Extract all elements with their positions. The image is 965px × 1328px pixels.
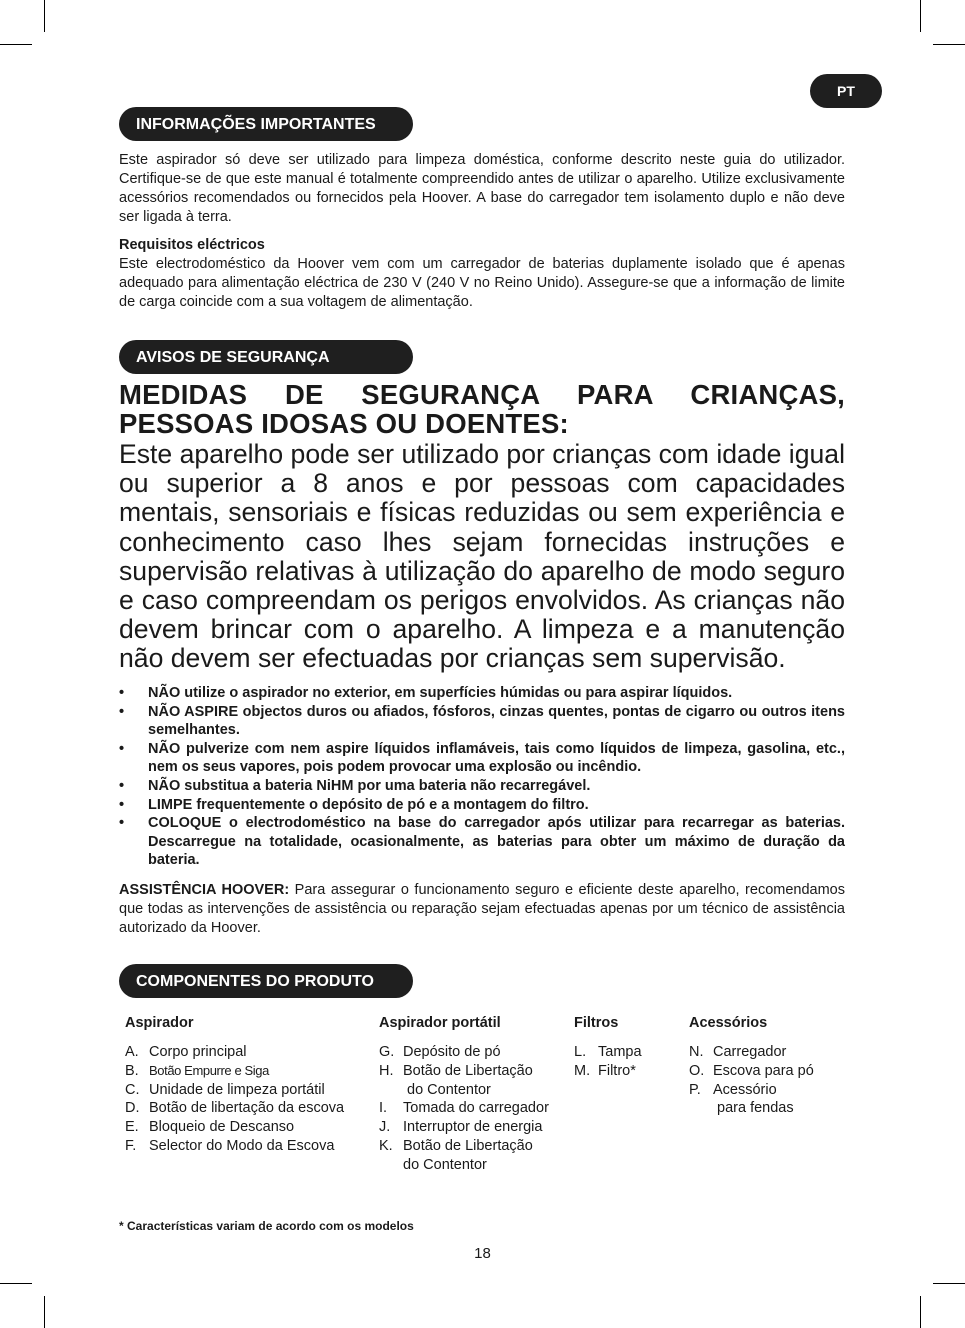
section-heading-safety: AVISOS DE SEGURANÇA (119, 340, 413, 374)
warning-item: • NÃO pulverize com nem aspire líquidos inflamáveis, tais como líquidos de limpeza, gasolina, etc., nem os seus vapores, pois podem provocar uma explosão ou incêndio. (119, 740, 845, 777)
safety-body: Este aparelho pode ser utilizado por crianças com idade igual ou superior a 8 anos e por pessoas com capacidades mentais, sensoriais e físicas reduzidas ou sem experiência e conhecimento caso lhes sejam fornecidas instruções e supervisão relativas à utilização do aparelho de modo seguro e caso compreendam os perigos envolvidos. As crianças não devem brincar com o aparelho. A limpeza e a manutenção não devem ser efectuadas por crianças sem supervisão. (119, 439, 845, 674)
electrical-heading: Requisitos eléctricos (119, 237, 265, 253)
component-letter: L. (574, 1044, 587, 1060)
component-label: Carregador (713, 1044, 787, 1060)
component-item (379, 1043, 549, 1062)
component-item (125, 1081, 344, 1100)
section-heading-components: COMPONENTES DO PRODUTO (119, 964, 413, 998)
component-item (125, 1118, 344, 1137)
component-letter: C. (125, 1081, 140, 1098)
page-number: 18 (474, 1245, 491, 1262)
section-heading-important: INFORMAÇÕES IMPORTANTES (119, 107, 413, 141)
components-column-filters (574, 1013, 642, 1081)
component-letter: P. (689, 1081, 701, 1098)
component-letter: B. (125, 1062, 139, 1079)
crop-mark (920, 1296, 921, 1328)
column-title: Acessórios (689, 1015, 768, 1031)
component-label: Botão de libertação da escova (149, 1100, 345, 1117)
component-item (125, 1137, 344, 1156)
component-letter: F. (125, 1137, 137, 1154)
components-column-accessories (689, 1013, 814, 1118)
component-item (125, 1043, 344, 1062)
component-letter: N. (689, 1044, 704, 1060)
assistance-text: Para assegurar o funcionamento seguro e eficiente deste aparelho, recomendamos que todas as intervenções de assistência ou reparação sejam efectuadas apenas por um técnico de assistência autorizado da Hoover. (119, 882, 845, 936)
component-label: Unidade de limpeza portátil (149, 1081, 325, 1098)
component-label: Bloqueio de Descanso (149, 1119, 295, 1136)
footnote: * Características variam de acordo com os modelos (119, 1219, 414, 1233)
assistance-label: ASSISTÊNCIA HOOVER: (119, 882, 290, 898)
warning-item: • NÃO ASPIRE objectos duros ou afiados, fósforos, cinzas quentes, pontas de cigarro ou outros itens semelhantes. (119, 703, 845, 740)
component-item (379, 1099, 549, 1118)
component-label: do Contentor (403, 1081, 491, 1098)
warning-list (119, 684, 845, 870)
component-letter: J. (379, 1119, 391, 1136)
column-title: Filtros (574, 1015, 619, 1031)
component-item (379, 1156, 549, 1175)
crop-mark (0, 44, 32, 45)
component-label: Escova para pó (713, 1062, 814, 1079)
component-letter: A. (125, 1044, 139, 1060)
component-letter: E. (125, 1119, 139, 1136)
component-item (689, 1062, 814, 1081)
warning-item: • COLOQUE o electrodoméstico na base do carregador após utilizar para recarregar as baterias. Descarregue na totalidade, ocasionalmente, as baterias para obter um máximo de duração da bateria. (119, 814, 845, 870)
warning-item: • NÃO utilize o aspirador no exterior, em superfícies húmidas ou para aspirar líquidos. (119, 684, 845, 703)
component-label: Selector do Modo da Escova (149, 1137, 335, 1154)
component-item (379, 1118, 549, 1137)
component-item (125, 1099, 344, 1118)
component-label: Acessório (713, 1081, 777, 1098)
crop-mark (44, 1296, 45, 1328)
electrical-paragraph: Este electrodoméstico da Hoover vem com um carregador de baterias duplamente isolado que é apenas adequado para alimentação eléctrica de 230 V (240 V no Reino Unido). Assegure-se que a informação de limite de carga coincide com a sua voltagem de alimentação. (119, 256, 845, 310)
component-item (379, 1081, 549, 1100)
assistance-paragraph (119, 881, 845, 938)
important-info-block (119, 151, 845, 312)
component-label: Tampa (598, 1044, 642, 1060)
column-title: Aspirador (125, 1015, 194, 1031)
crop-mark (933, 1283, 965, 1284)
component-item (689, 1043, 814, 1062)
component-label: Botão de Libertação (403, 1062, 533, 1079)
column-title: Aspirador portátil (379, 1015, 501, 1031)
component-label: Botão Empurre e Siga (149, 1062, 269, 1078)
assistance-block (119, 881, 845, 938)
component-label: Tomada do carregador (403, 1100, 549, 1117)
crop-mark (920, 0, 921, 32)
component-label: Corpo principal (149, 1044, 247, 1060)
component-letter: I. (379, 1100, 388, 1117)
component-label: Filtro* (598, 1062, 636, 1079)
component-letter: K. (379, 1137, 393, 1154)
component-item (379, 1062, 549, 1081)
component-letter: G. (379, 1044, 395, 1060)
component-label: do Contentor (403, 1156, 487, 1173)
crop-mark (44, 0, 45, 32)
component-label: Botão de Libertação (403, 1137, 533, 1154)
component-letter: D. (125, 1100, 140, 1117)
warning-item: • NÃO substitua a bateria NiHM por uma bateria não recarregável. (119, 777, 845, 796)
safety-title: MEDIDAS DE SEGURANÇA PARA CRIANÇAS, PESSOAS IDOSAS OU DOENTES: (119, 379, 845, 439)
language-badge: PT (810, 74, 882, 108)
component-letter: H. (379, 1062, 394, 1079)
component-label: Depósito de pó (403, 1044, 501, 1060)
component-item (689, 1081, 814, 1100)
component-label: Interruptor de energia (403, 1119, 543, 1136)
crop-mark (933, 44, 965, 45)
intro-paragraph: Este aspirador só deve ser utilizado para limpeza doméstica, conforme descrito neste guia do utilizador. Certifique-se de que este manual é totalmente compreendido antes de utilizar o aparelho. Utilize exclusivamente acessórios recomendados ou fornecidos pela Hoover. A base do carregador tem isolamento duplo e não deve ser ligada à terra. (119, 152, 845, 225)
component-letter (379, 1081, 403, 1100)
components-column-handheld (379, 1013, 549, 1175)
components-column-vacuum (125, 1013, 344, 1156)
component-item (574, 1062, 642, 1081)
component-letter: M. (574, 1062, 591, 1079)
component-item (379, 1137, 549, 1156)
component-letter (689, 1099, 713, 1118)
component-item (689, 1099, 814, 1118)
component-label: para fendas (713, 1100, 794, 1117)
component-letter (379, 1156, 403, 1175)
component-item (574, 1043, 642, 1062)
component-item (125, 1062, 344, 1081)
warning-item: • LIMPE frequentemente o depósito de pó e a montagem do filtro. (119, 796, 845, 815)
crop-mark (0, 1283, 32, 1284)
component-letter: O. (689, 1062, 705, 1079)
